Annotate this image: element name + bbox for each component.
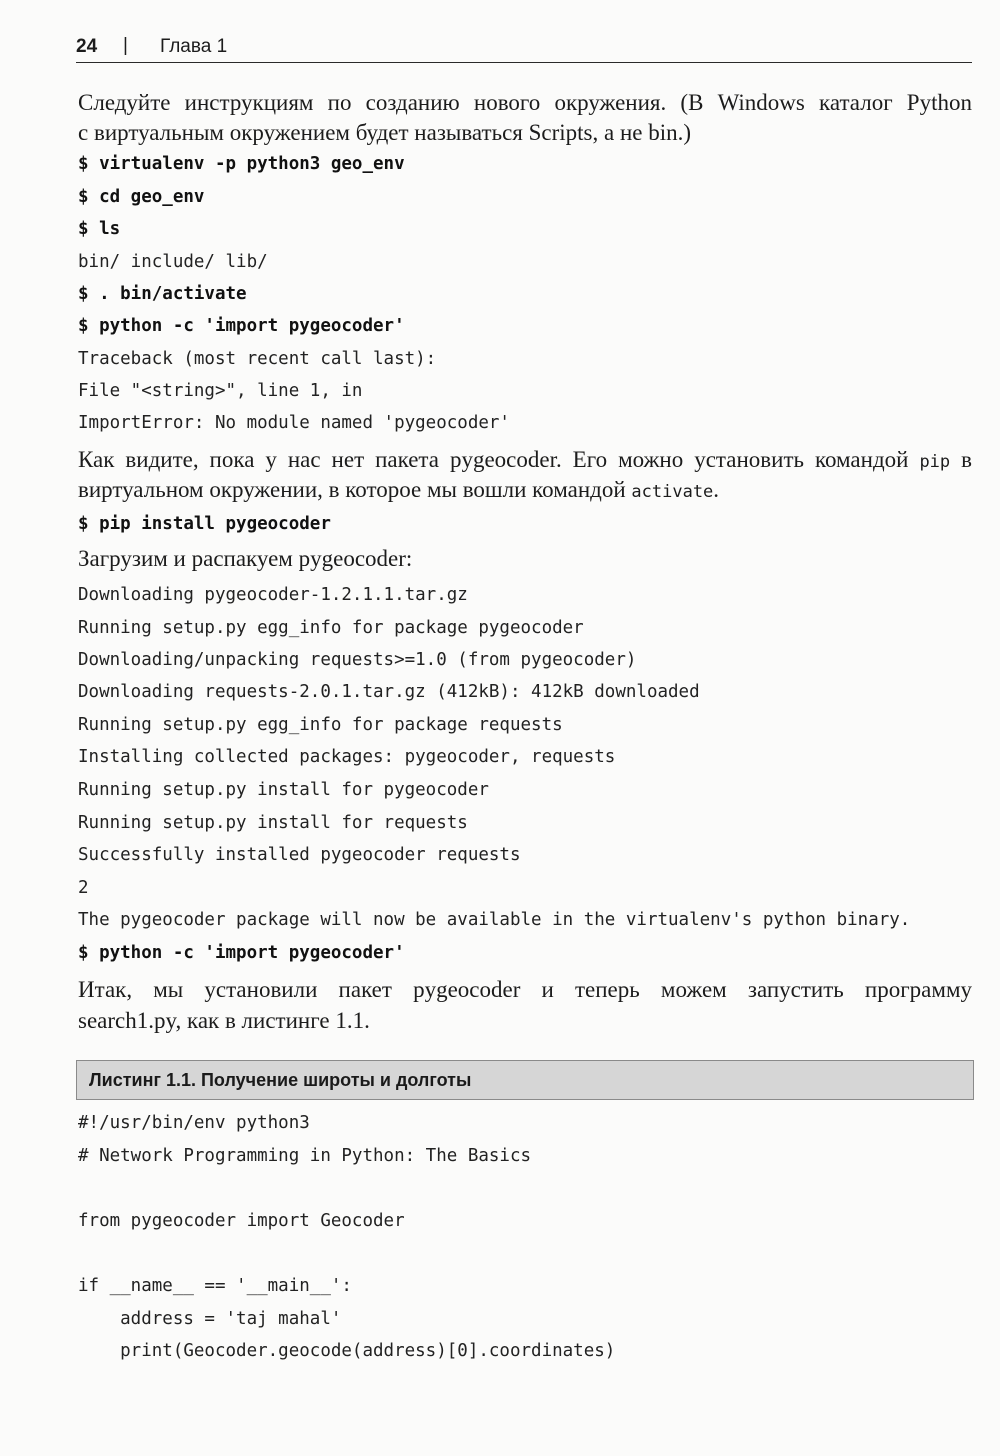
page-number: 24	[76, 36, 98, 57]
install-output-line: Running setup.py egg_info for package pygeocoder	[78, 618, 584, 638]
listing-title: Листинг 1.1. Получение широты и долготы	[76, 1060, 974, 1100]
listing-code-line: #!/usr/bin/env python3	[78, 1113, 310, 1133]
inline-code: pip	[919, 452, 951, 472]
paragraph-2-line-2	[78, 474, 972, 508]
install-output-line: Successfully installed pygeocoder requests	[78, 845, 521, 865]
intro-line-1: Следуйте инструкциям по созданию нового окружения. (В Windows каталог Python	[78, 90, 972, 115]
paragraph-4-line-1: Итак, мы установили пакет pygeocoder и теперь можем запустить программу	[78, 977, 972, 1002]
listing-code-line: print(Geocoder.geocode(address)[0].coordinates)	[78, 1341, 616, 1361]
para-text: виртуальном окружении, в которое мы вошли командой	[78, 477, 632, 502]
listing-code-line: from pygeocoder import Geocoder	[78, 1211, 405, 1231]
paragraph-3: Загрузим и распакуем pygeocoder:	[78, 546, 413, 571]
shell-command: $ pip install pygeocoder	[78, 514, 331, 534]
header-separator: |	[123, 35, 128, 56]
listing-code-line: # Network Programming in Python: The Basics	[78, 1146, 532, 1166]
shell-command: $ python -c 'import pygeocoder'	[78, 316, 405, 336]
install-output-line: Downloading requests-2.0.1.tar.gz (412kB): 412kB downloaded	[78, 682, 700, 702]
shell-output: ImportError: No module named 'pygeocoder'	[78, 413, 510, 433]
paragraph-4-line-2: search1.py, как в листинге 1.1.	[78, 1008, 370, 1033]
shell-command: $ ls	[78, 219, 121, 239]
install-output-line: Installing collected packages: pygeocoder, requests	[78, 747, 616, 767]
shell-output: File "<string>", line 1, in	[78, 381, 363, 401]
page-header	[76, 34, 972, 63]
chapter-title: Глава 1	[160, 36, 228, 57]
install-output-line: Running setup.py install for pygeocoder	[78, 780, 489, 800]
shell-command: $ virtualenv -p python3 geo_env	[78, 154, 405, 174]
intro-line-2: с виртуальным окружением будет называться Scripts, а не bin.)	[78, 120, 692, 145]
para-text: .	[713, 477, 720, 502]
inline-code: activate	[631, 482, 714, 502]
para-text: Как видите, пока у нас нет пакета pygeocoder. Его можно установить командой	[78, 447, 920, 472]
install-output-line: Downloading pygeocoder-1.2.1.1.tar.gz	[78, 585, 468, 605]
shell-output: Traceback (most recent call last):	[78, 349, 437, 369]
install-output-line: The pygeocoder package will now be available in the virtualenv's python binary.	[78, 910, 911, 930]
install-output-line: 2	[78, 878, 89, 898]
install-output-line: Running setup.py install for requests	[78, 813, 468, 833]
listing-code-line: address = 'taj mahal'	[78, 1309, 342, 1329]
shell-command: $ . bin/activate	[78, 284, 247, 304]
shell-command: $ cd geo_env	[78, 187, 205, 207]
para-text: в	[950, 447, 972, 472]
shell-command: $ python -c 'import pygeocoder'	[78, 943, 405, 963]
listing-code-line: if __name__ == '__main__':	[78, 1276, 352, 1296]
shell-output: bin/ include/ lib/	[78, 252, 268, 272]
install-output-line: Running setup.py egg_info for package requests	[78, 715, 563, 735]
install-output-line: Downloading/unpacking requests>=1.0 (from pygeocoder)	[78, 650, 637, 670]
paragraph-2-line-1	[78, 444, 972, 478]
